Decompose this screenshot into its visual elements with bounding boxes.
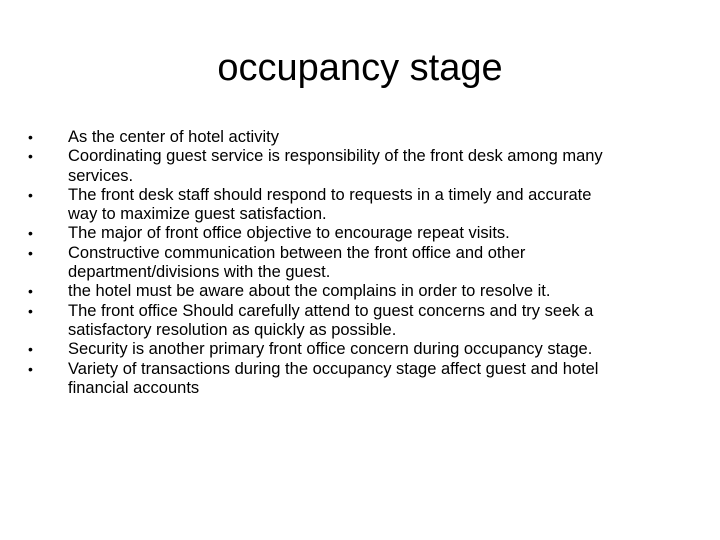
- bullet-line: the hotel must be aware about the complains in order to resolve it.: [68, 282, 551, 301]
- list-item: [28, 340, 700, 359]
- list-item: [28, 186, 700, 225]
- bullet-text: [68, 360, 700, 399]
- bullet-icon: •: [28, 283, 33, 300]
- bullet-icon: •: [28, 302, 33, 319]
- bullet-line: way to maximize guest satisfaction.: [68, 205, 327, 224]
- bullet-line: satisfactory resolution as quickly as possible.: [68, 320, 397, 339]
- bullet-line: Variety of transactions during the occupancy stage affect guest and hotel: [68, 359, 599, 378]
- list-item: [28, 147, 700, 186]
- bullet-icon: •: [28, 360, 33, 377]
- bullet-text: [68, 224, 700, 243]
- bullet-line: As the center of hotel activity: [68, 128, 279, 146]
- bullet-line: services.: [68, 166, 134, 185]
- slide-title: occupancy stage: [217, 47, 503, 89]
- bullet-text: [68, 244, 700, 283]
- bullet-line: Coordinating guest service is responsibility of the front desk among many: [68, 147, 603, 166]
- list-item: [28, 224, 700, 243]
- bullet-line: Security is another primary front office concern during occupancy stage.: [68, 340, 593, 359]
- list-item: [28, 360, 700, 399]
- bullet-text: [68, 302, 700, 341]
- bullet-text: [68, 282, 700, 301]
- bullet-icon: •: [28, 186, 33, 203]
- bullet-line: The front office Should carefully attend to guest concerns and try seek a: [68, 301, 594, 320]
- list-item: [28, 128, 700, 147]
- list-item: [28, 282, 700, 301]
- bullet-icon: •: [28, 244, 33, 261]
- bullet-line: department/divisions with the guest.: [68, 263, 331, 282]
- bullet-line: The major of front office objective to encourage repeat visits.: [68, 224, 510, 243]
- bullet-line: The front desk staff should respond to requests in a timely and accurate: [68, 185, 592, 204]
- bullet-icon: •: [28, 225, 33, 242]
- bullet-text: [68, 147, 700, 186]
- list-item: [28, 302, 700, 341]
- bullet-list: [28, 128, 700, 398]
- bullet-text: [68, 340, 700, 359]
- bullet-icon: •: [28, 129, 33, 145]
- list-item: [28, 244, 700, 283]
- bullet-text: [68, 128, 700, 147]
- bullet-icon: •: [28, 341, 33, 358]
- bullet-line: Constructive communication between the front office and other: [68, 243, 526, 262]
- bullet-line: financial accounts: [68, 378, 200, 397]
- bullet-text: [68, 186, 700, 225]
- bullet-icon: •: [28, 148, 33, 165]
